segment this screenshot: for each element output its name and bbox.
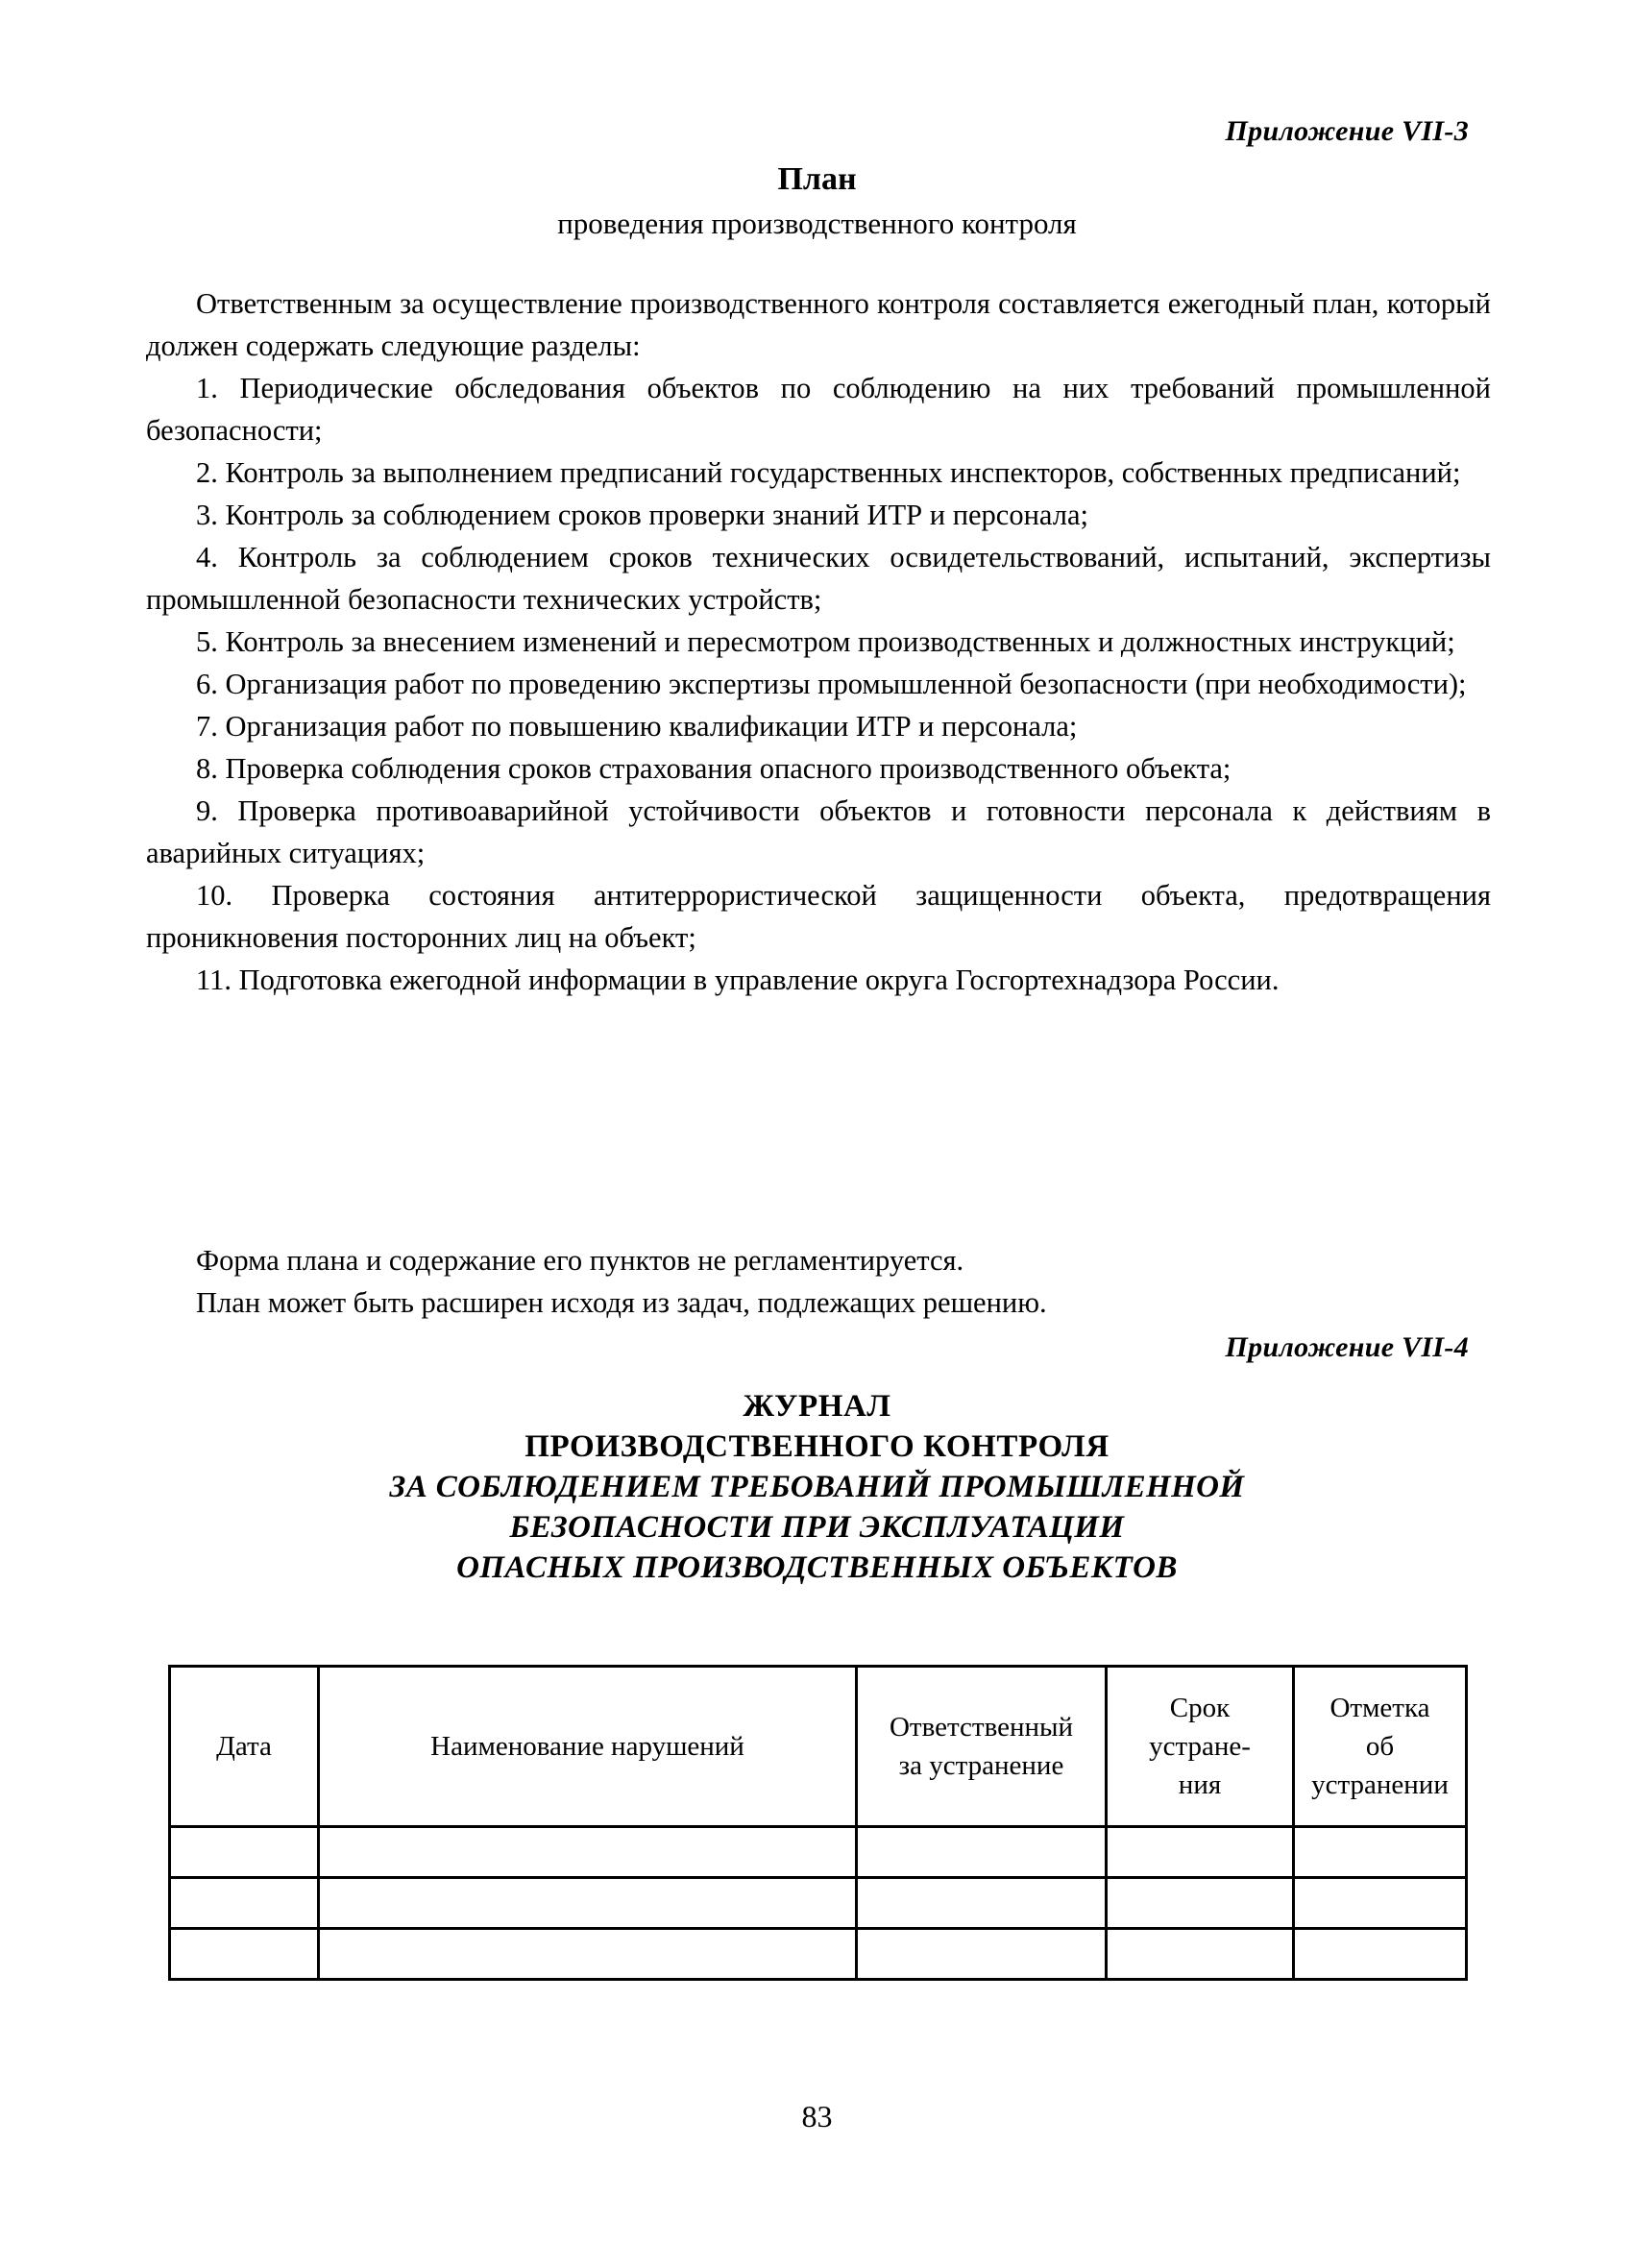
plan-item: 5. Контроль за внесением изменений и пересмотром производственных и должностных инструкций; <box>196 625 1455 658</box>
column-header-line: за устранение <box>898 1750 1064 1781</box>
table-cell-completion-mark[interactable] <box>1294 1827 1467 1878</box>
table-row[interactable] <box>170 1929 1467 1980</box>
journal-title-line: ЖУРНАЛ <box>743 1389 891 1424</box>
journal-title-line: ЗА СОБЛЮДЕНИЕМ ТРЕБОВАНИЙ ПРОМЫШЛЕННОЙ <box>389 1470 1245 1504</box>
table-cell-date[interactable] <box>170 1878 319 1929</box>
plan-intro-paragraph: Ответственным за осуществление производственного контроля составляется ежегодный план, который должен содержать следующие разделы: <box>146 287 1491 362</box>
plan-closing-paragraph: План может быть расширен исходя из задач, подлежащих решению. <box>196 1286 1047 1319</box>
plan-item: 3. Контроль за соблюдением сроков проверки знаний ИТР и персонала; <box>196 499 1088 531</box>
table-cell-violation-name[interactable] <box>319 1827 857 1878</box>
plan-items-list <box>146 367 1491 1001</box>
table-cell-responsible[interactable] <box>857 1929 1107 1980</box>
column-header-date <box>170 1667 319 1827</box>
journal-table <box>168 1665 1468 1981</box>
column-header-responsible <box>857 1667 1107 1827</box>
table-cell-violation-name[interactable] <box>319 1878 857 1929</box>
table-cell-violation-name[interactable] <box>319 1929 857 1980</box>
plan-item: 2. Контроль за выполнением предписаний государственных инспекторов, собственных предписаний; <box>196 456 1461 489</box>
plan-item: 1. Периодические обследования объектов по соблюдению на них требований промышленной безопасности; <box>146 372 1491 447</box>
column-header-line: Срок <box>1169 1693 1231 1723</box>
table-row[interactable] <box>170 1827 1467 1878</box>
table-cell-date[interactable] <box>170 1929 319 1980</box>
table-cell-completion-mark[interactable] <box>1294 1878 1467 1929</box>
page-title-plan: План <box>777 161 857 197</box>
journal-title-line: ОПАСНЫХ ПРОИЗВОДСТВЕННЫХ ОБЪЕКТОВ <box>456 1550 1178 1585</box>
column-header-line: об <box>1365 1731 1395 1762</box>
plan-item: 9. Проверка противоаварийной устойчивости объектов и готовности персонала к действиям в аварийных ситуациях; <box>146 794 1491 869</box>
table-body <box>170 1827 1467 1980</box>
table-cell-responsible[interactable] <box>857 1878 1107 1929</box>
table-row[interactable] <box>170 1878 1467 1929</box>
plan-item: 8. Проверка соблюдения сроков страхования опасного производственного объекта; <box>196 752 1232 785</box>
plan-item: 4. Контроль за соблюдением сроков технических освидетельствований, испытаний, экспертизы промышленной безопасности технических устройств; <box>146 541 1491 616</box>
journal-title-line: ПРОИЗВОДСТВЕННОГО КОНТРОЛЯ <box>524 1429 1110 1464</box>
journal-title-line: БЕЗОПАСНОСТИ ПРИ ЭКСПЛУАТАЦИИ <box>509 1510 1125 1545</box>
page-number: 83 <box>801 2099 833 2134</box>
plan-item: 11. Подготовка ежегодной информации в управление округа Госгортехнадзора России. <box>196 963 1280 996</box>
column-header-completion-mark <box>1294 1667 1467 1827</box>
table-cell-date[interactable] <box>170 1827 319 1878</box>
appendix-reference-vii-4: Приложение VII-4 <box>1225 1331 1469 1363</box>
table-cell-responsible[interactable] <box>857 1827 1107 1878</box>
column-header-line: устранении <box>1311 1769 1449 1800</box>
plan-item: 10. Проверка состояния антитеррористической защищенности объекта, предотвращения проникновения посторонних лиц на объект; <box>146 879 1491 954</box>
plan-closing-block <box>146 1239 1491 1324</box>
table-cell-deadline[interactable] <box>1107 1929 1294 1980</box>
column-header-violation-name <box>319 1667 857 1827</box>
plan-intro-block <box>146 282 1491 367</box>
journal-title-block <box>0 1386 1634 1588</box>
column-header-line: устране- <box>1149 1731 1251 1762</box>
appendix-reference-vii-3: Приложение VII-3 <box>1225 115 1469 147</box>
table-header-row <box>170 1667 1467 1827</box>
table-cell-completion-mark[interactable] <box>1294 1929 1467 1980</box>
column-header-line: Ответственный <box>889 1712 1074 1743</box>
table-cell-deadline[interactable] <box>1107 1827 1294 1878</box>
plan-closing-paragraph: Форма плана и содержание его пунктов не регламентируется. <box>196 1244 964 1277</box>
page-subtitle-plan: проведения производственного контроля <box>557 207 1077 240</box>
plan-item: 7. Организация работ по повышению квалификации ИТР и персонала; <box>196 710 1078 743</box>
column-header-deadline <box>1107 1667 1294 1827</box>
column-header-line: Отметка <box>1329 1693 1430 1723</box>
plan-item: 6. Организация работ по проведению экспертизы промышленной безопасности (при необходимости); <box>196 668 1467 700</box>
column-header-line: Наименование нарушений <box>430 1731 744 1762</box>
column-header-line: Дата <box>216 1731 272 1762</box>
table-cell-deadline[interactable] <box>1107 1878 1294 1929</box>
column-header-line: ния <box>1178 1769 1222 1800</box>
